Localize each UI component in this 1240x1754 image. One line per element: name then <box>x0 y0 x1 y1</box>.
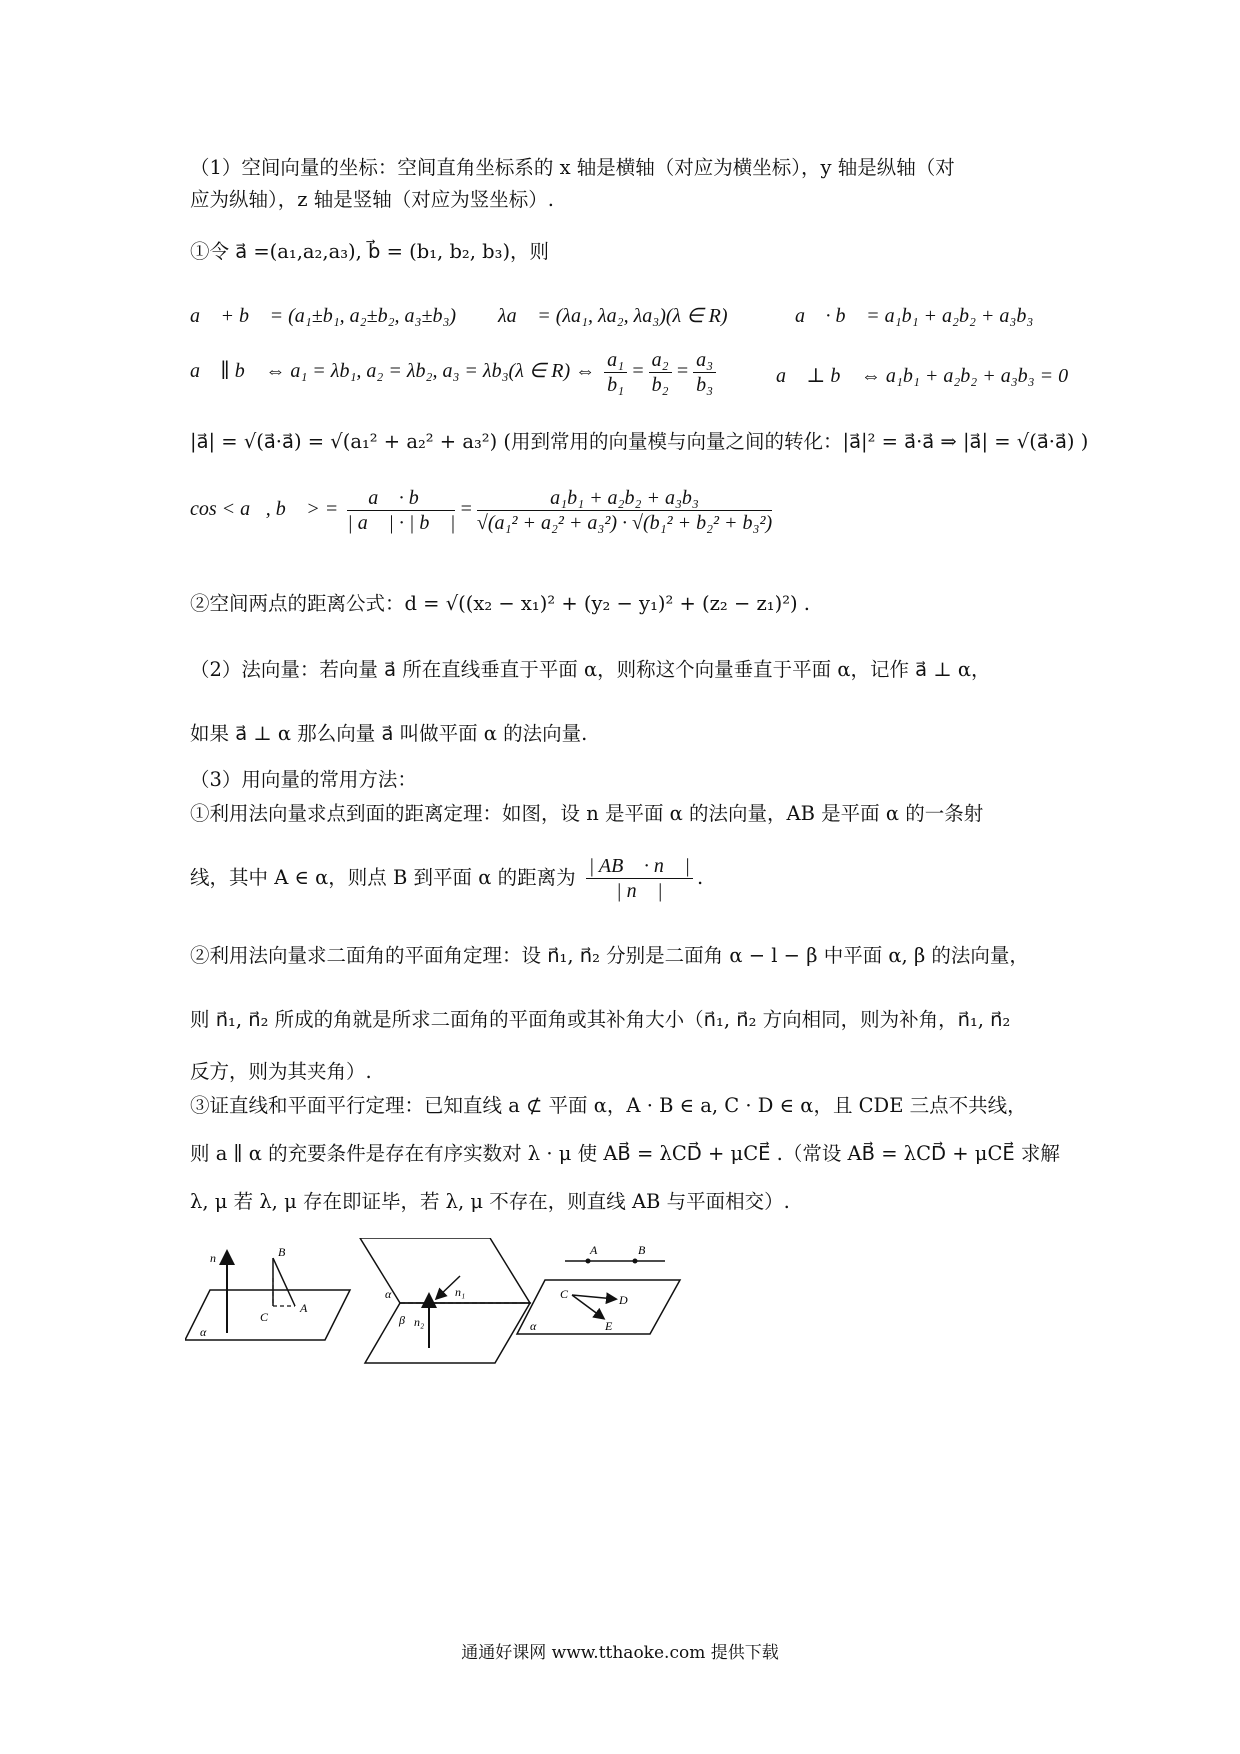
formula-vector-add: a⃗ + b⃗ = (a₁±b₁, a₂±b₂, a₃±b₃) <box>190 305 457 327</box>
fig2-label-n2: n₂ <box>414 1315 425 1329</box>
text-method-2a: ②利用法向量求二面角的平面角定理：设 n⃗₁, n⃗₂ 分别是二面角 α − l − β 中平面 α, β 的法向量， <box>190 944 1029 967</box>
text-method-1a: ①利用法向量求点到面的距离定理：如图，设 n 是平面 α 的法向量，AB 是平面 α 的一条射 <box>190 802 984 825</box>
text-method-3c: λ, μ 若 λ, μ 存在即证毕，若 λ, μ 不存在，则直线 AB 与平面相交）. <box>190 1190 790 1213</box>
figure-line-plane-parallel <box>517 1243 680 1334</box>
fig1-label-C: C <box>260 1310 269 1324</box>
formula-dot-product: a⃗ · b⃗ = a₁b₁ + a₂b₂ + a₃b₃ <box>795 305 1034 327</box>
formula-magnitude: |a⃗| = √(a⃗·a⃗) = √(a₁² + a₂² + a₃²) (用到常用的向量模与向量之间的转化：|a⃗|² = a⃗·a⃗ ⇒ |a⃗| = √(a⃗·a⃗) ) <box>190 430 1089 453</box>
figure-dihedral-angle <box>360 1238 530 1363</box>
figures <box>185 1238 765 1368</box>
fig1-label-alpha: α <box>200 1325 207 1339</box>
text-line-3: ①令 a⃗ =(a₁,a₂,a₃), b⃗ = (b₁, b₂, b₃)，则 <box>190 240 550 263</box>
formula-scalar-mult: λa⃗ = (λa₁, λa₂, λa₃)(λ ∈ R) <box>498 305 728 327</box>
fig2-label-beta: β <box>399 1313 405 1327</box>
fig3-label-D: D <box>619 1293 628 1307</box>
page-footer: 通通好课网 www.tthaoke.com 提供下载 <box>461 1643 779 1663</box>
ratio-1: $\frac{\text{a₁}}{\text{b₁}}$ <box>604 350 627 395</box>
text-line-1: （1）空间向量的坐标：空间直角坐标系的 x 轴是横轴（对应为横坐标），y 轴是纵轴（对 <box>190 156 955 179</box>
fig3-label-E: E <box>605 1319 613 1333</box>
fig1-label-n: n⃗ <box>210 1251 226 1265</box>
formula-cosine: cos < a⃗, b⃗ > = $\frac{a⃗ \cdot b⃗}{| a⃗ | \cdot | b⃗ |}$ = $\frac{\text{a₁b₁ + a₂b₂ + a₃b₃}}{\text{√(a₁² + a₂² + a₃²) · √(b₁² + b₂² + b₃²)}}$ <box>190 487 773 534</box>
cosine-lhs: cos < a⃗, b⃗ > = <box>190 498 339 521</box>
fig3-label-B: B <box>638 1243 646 1257</box>
cosine-frac-1: $\frac{a⃗ \cdot b⃗}{| a⃗ | \cdot | b⃗ |}$ <box>347 487 456 534</box>
text-method-2b: 则 n⃗₁, n⃗₂ 所成的角就是所求二面角的平面角或其补角大小（n⃗₁, n⃗₂ 方向相同，则为补角，n⃗₁, n⃗₂ <box>190 1008 1011 1031</box>
fig3-label-alpha: α <box>530 1319 537 1333</box>
figure-point-plane-distance <box>185 1245 350 1340</box>
ratio-3: $\frac{\text{a₃}}{\text{b₃}}$ <box>693 350 716 395</box>
fig1-label-A: A <box>300 1301 308 1315</box>
text-method-3a: ③证直线和平面平行定理：已知直线 a ⊄ 平面 α，A · B ∈ a, C · D ∈ α，且 CDE 三点不共线， <box>190 1094 1027 1117</box>
fig2-label-alpha: α <box>385 1287 392 1301</box>
text-line-2: 应为纵轴），z 轴是竖轴（对应为竖坐标）. <box>190 188 554 211</box>
fig3-label-A: A <box>590 1243 598 1257</box>
distance-frac: $\frac{| AB⃗ \cdot n⃗ |}{| n⃗ |}$ <box>586 856 693 901</box>
text-method-2c: 反方，则为其夹角）. <box>190 1060 372 1083</box>
text-methods-heading: （3）用向量的常用方法： <box>190 768 417 791</box>
parallel-condition: a⃗ ∥ b⃗ ⇔ a₁ = λb₁, a₂ = λb₂, a₃ = λb₃(λ ∈ R) ⇔ <box>190 360 596 383</box>
text-distance-formula: ②空间两点的距离公式：d = √((x₂ − x₁)² + (y₂ − y₁)² + (z₂ − z₁)²) . <box>190 592 811 615</box>
formula-perpendicular: a⃗ ⊥ b⃗ ⇔ a₁b₁ + a₂b₂ + a₃b₃ = 0 <box>776 365 1069 387</box>
cosine-frac-2: $\frac{\text{a₁b₁ + a₂b₂ + a₃b₃}}{\text{√(a₁² + a₂² + a₃²) · √(b₁² + b₂² + b₃²)}}$ <box>476 487 773 534</box>
fig3-label-C: C <box>560 1287 569 1301</box>
fig1-label-B: B <box>278 1245 286 1259</box>
text-normal-vector-2: 如果 a⃗ ⊥ α 那么向量 a⃗ 叫做平面 α 的法向量. <box>190 722 588 745</box>
text-method-3b: 则 a ∥ α 的充要条件是存在有序实数对 λ · μ 使 AB⃗ = λCD⃗ + μCE⃗ .（常设 AB⃗ = λCD⃗ + μCE⃗ 求解 <box>190 1142 1060 1165</box>
ratio-2: $\frac{\text{a₂}}{\text{b₂}}$ <box>649 350 672 395</box>
text-method-1b: 线，其中 A ∈ α，则点 B 到平面 α 的距离为 $\frac{| AB⃗ \cdot n⃗ |}{| n⃗ |}$ . <box>190 855 704 902</box>
fig2-label-n1: n₁ <box>455 1285 466 1299</box>
formula-parallel: a⃗ ∥ b⃗ ⇔ a₁ = λb₁, a₂ = λb₂, a₃ = λb₃(λ ∈ R) ⇔ $\frac{\text{a₁}}{\text{b₁}}$ = $\frac{\text{a₂}}{\text{b₂}}$ = $\frac{\text{a₃}}{\text{b₃}}$ <box>190 350 720 395</box>
text-normal-vector-1: （2）法向量：若向量 a⃗ 所在直线垂直于平面 α，则称这个向量垂直于平面 α，记作 a⃗ ⊥ α， <box>190 658 991 681</box>
